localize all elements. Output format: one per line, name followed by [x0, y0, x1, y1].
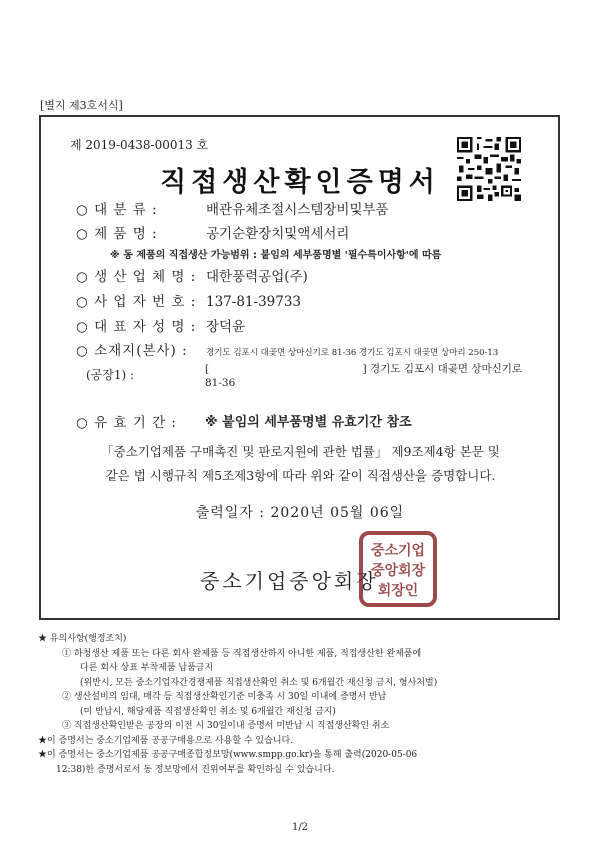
print-date: 출력일자 : 2020년 05월 06일	[195, 505, 405, 521]
official-seal-icon	[359, 531, 437, 607]
certificate-number: 제 2019-0438-00013 호	[70, 138, 209, 152]
plant-label: (공장1) :	[86, 368, 135, 382]
valid-period-value: ※ 붙임의 세부품명별 유효기간 참조	[205, 415, 412, 430]
field-product	[76, 222, 349, 242]
statement-line: 같은 법 시행규칙 제5조제3항에 따라 위와 같이 직접생산을 증명합니다.	[105, 468, 496, 483]
plant-address-line: [ ] 경기도 김포시 대곶면 상마신기로	[205, 363, 523, 375]
field-ceo	[76, 315, 245, 335]
plant-address	[205, 362, 525, 390]
field-value: 장덕윤	[206, 319, 246, 335]
field-label: ○ 대 분 류 :	[76, 202, 158, 218]
issuer-name: 중소기업중앙회장	[200, 569, 379, 593]
remark-line: (미 반납시, 해당제품 직접생산확인 취소 및 6개월간 재신청 금지)	[80, 706, 336, 717]
document-title: 직접생산확인증명서	[160, 167, 440, 198]
scope-note: ※ 동 제품의 직접생산 가능범위 : 붙임의 세부품명별 '필수특이사항'에 따름	[110, 250, 442, 261]
field-company	[76, 265, 308, 285]
seal-line: 중소기업	[370, 543, 426, 559]
remark-line: 12:38)한 증명서로서 동 정보망에서 진위여부를 확인하실 수 있습니다.	[56, 764, 335, 775]
field-value: 경기도 김포시 대곶면 상마신기로 81-36 경기도 김포시 대곶면 상마리 250-13	[206, 348, 499, 358]
field-value: 대한풍력공업(주)	[206, 269, 308, 285]
field-category	[76, 198, 389, 218]
field-value: 공기순환장치및액세서리	[206, 226, 350, 242]
field-value: 137-81-39733	[206, 294, 302, 310]
remark-line: ★이 증명서는 중소기업제품 공공구매용으로 사용할 수 있습니다.	[38, 735, 294, 746]
valid-period-label: ○ 유 효 기 간 :	[76, 415, 177, 431]
remarks-heading: ★ 유의사항(행정조치)	[38, 634, 127, 644]
field-label: ○ 제 품 명 :	[76, 226, 158, 242]
remark-line: ★이 증명서는 중소기업제품 공공구매종합정보망(www.smpp.go.kr)을 통해 출력(2020-05-06	[38, 750, 418, 760]
statement-line: 「중소기업제품 구매촉진 및 판로지원에 관한 법률」 제9조제4항 본문 및	[101, 444, 500, 459]
field-address	[76, 339, 498, 359]
remark-line: ③ 직접생산확인받은 공장의 이전 시 30일이내 증명서 미반납 시 직접생산확인 취소	[62, 721, 390, 731]
plant-address-line: 81-36	[205, 377, 236, 389]
field-label: ○ 소재지(본사) :	[76, 343, 188, 359]
field-label: ○ 대 표 자 성 명 :	[76, 319, 197, 335]
remark-line: ② 생산설비의 임대, 매각 등 직접생산확인기준 미충족 시 30일 이내에 증명서 반납	[62, 692, 387, 702]
remark-line: ① 하청생산 제품 또는 다른 회사 완제품 등 직접생산하지 아니한 제품, 직접생산한 완제품에	[62, 648, 422, 659]
form-label: [별지 제3호서식]	[40, 99, 123, 112]
field-value: 배관유체조절시스템장비및부품	[206, 202, 389, 218]
page-number: 1/2	[291, 822, 309, 833]
field-label: ○ 생 산 업 체 명 :	[76, 269, 197, 285]
seal-line: 회장인	[377, 583, 419, 599]
field-label: ○ 사 업 자 번 호 :	[76, 294, 197, 310]
certification-statement	[78, 440, 523, 488]
field-business-number	[76, 290, 301, 310]
remark-line: (위반시, 모든 중소기업자간경쟁제품 직접생산확인 취소 및 6개월간 재신청 금지, 형사처벌)	[80, 677, 438, 688]
remarks-section	[38, 632, 578, 777]
remark-line: 다른 회사 상표 부착제품 납품금지	[80, 663, 214, 673]
seal-line: 중앙회장	[370, 563, 426, 579]
